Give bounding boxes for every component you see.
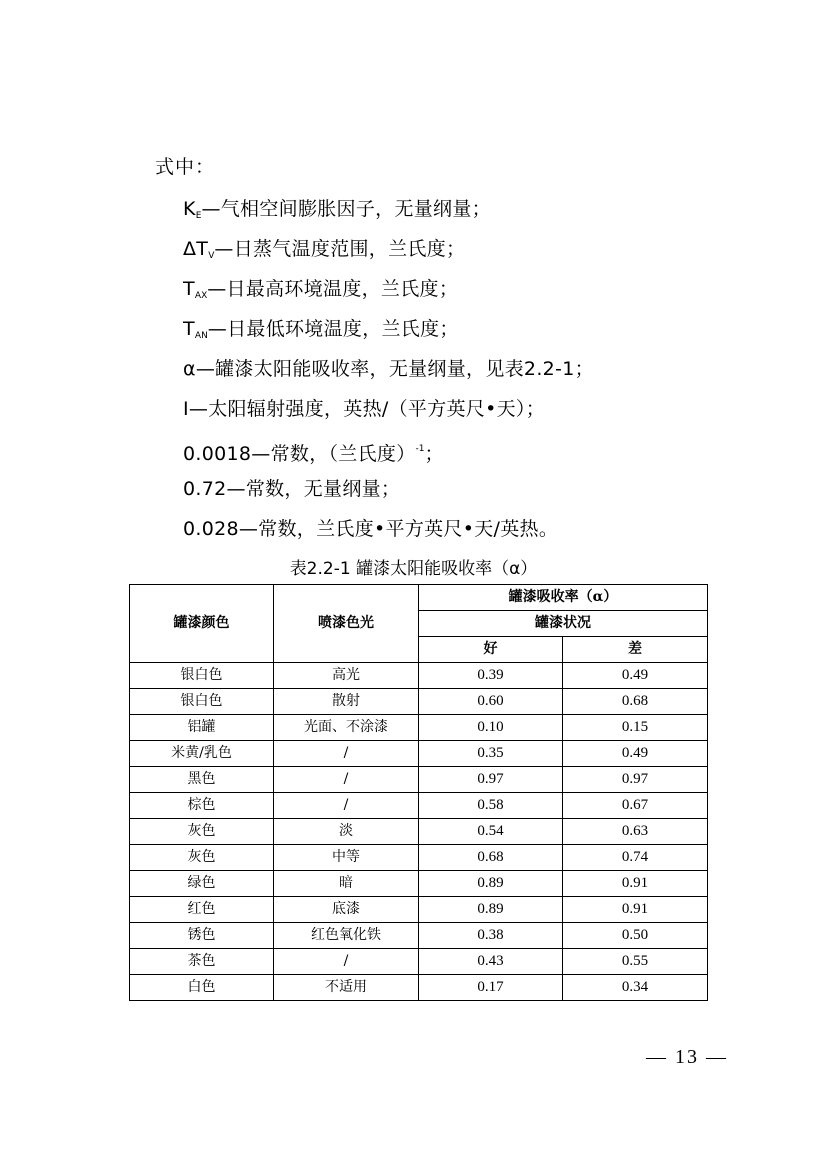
definition-item: $\Delta T_V—$日蒸气温度范围，兰氏度； <box>183 238 466 261</box>
header-absorptance: 罐漆吸收率（α） <box>419 585 708 611</box>
header-paint-gloss: 喷漆色光 <box>274 585 419 663</box>
table-row: 茶色 / 0.43 0.55 <box>130 949 708 975</box>
table-caption: 表2.2-1 罐漆太阳能吸收率（α） <box>289 559 538 579</box>
table-row: 锈色 红色氧化铁 0.38 0.50 <box>130 923 708 949</box>
table-row: 银白色 高光 0.39 0.49 <box>130 663 708 689</box>
table-row: 灰色 中等 0.68 0.74 <box>130 845 708 871</box>
definition-item: 0.0018—常数，（兰氏度）$^{-1}$； <box>183 443 444 465</box>
header-paint-condition: 罐漆状况 <box>419 611 708 637</box>
header-poor: 差 <box>563 637 708 663</box>
definition-item: $T_{AX}—$日最高环境温度，兰氏度； <box>183 278 459 301</box>
table-row: 银白色 散射 0.60 0.68 <box>130 689 708 715</box>
definition-item: $T_{AN}—$日最低环境温度，兰氏度； <box>183 318 459 341</box>
definition-item: α—罐漆太阳能吸收率，无量纲量，见表2.2-1； <box>183 358 594 380</box>
table-row: 米黄/乳色 / 0.35 0.49 <box>130 741 708 767</box>
header-paint-color: 罐漆颜色 <box>130 585 274 663</box>
definition-item: I—太阳辐射强度，英热/（平方英尺•天）； <box>183 398 546 420</box>
table-row: 铝罐 光面、不涂漆 0.10 0.15 <box>130 715 708 741</box>
intro-text: 式中： <box>155 156 216 178</box>
table-row: 白色 不适用 0.17 0.34 <box>130 975 708 1001</box>
table-row: 绿色 暗 0.89 0.91 <box>130 871 708 897</box>
table-row: 灰色 淡 0.54 0.63 <box>130 819 708 845</box>
table-row: 黑色 / 0.97 0.97 <box>130 767 708 793</box>
header-good: 好 <box>419 637 563 663</box>
table-row: 棕色 / 0.58 0.67 <box>130 793 708 819</box>
definition-item: 0.72—常数，无量纲量； <box>183 478 401 500</box>
definition-list <box>183 192 594 552</box>
definition-item: $K_E—$气相空间膨胀因子，无量纲量； <box>183 198 491 221</box>
definition-item: 0.028—常数，兰氏度•平方英尺•天/英热。 <box>183 518 559 540</box>
table-row: 红色 底漆 0.89 0.91 <box>130 897 708 923</box>
absorptance-table <box>129 584 708 1001</box>
page-number: — 13 — <box>646 1046 728 1068</box>
